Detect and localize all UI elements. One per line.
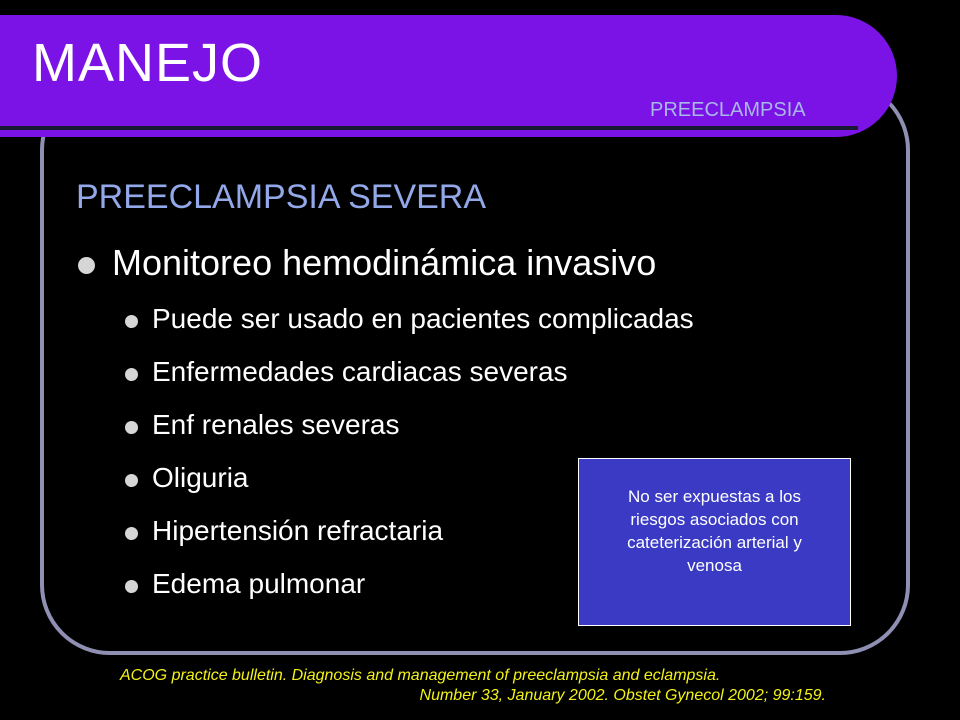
section-heading: PREECLAMPSIA SEVERA: [76, 178, 487, 216]
callout-box: [578, 458, 851, 626]
citation-line: ACOG practice bulletin. Diagnosis and management of preeclampsia and eclampsia.: [120, 667, 721, 684]
callout-line: venosa: [687, 556, 742, 575]
callout-line: No ser expuestas a los: [628, 487, 801, 506]
bullet-dot-icon: [125, 527, 138, 540]
bullet-dot-icon: [125, 474, 138, 487]
sub-bullet-text: Enfermedades cardiacas severas: [152, 356, 568, 387]
sub-bullet-text: Hipertensión refractaria: [152, 515, 444, 546]
sub-bullet-text: Enf renales severas: [152, 409, 400, 440]
sub-bullet-item: [125, 305, 885, 345]
bullet-dot-icon: [78, 257, 95, 274]
callout-line: cateterización arterial y: [627, 533, 802, 552]
sub-bullet-text: Edema pulmonar: [152, 568, 366, 599]
slide-title: MANEJO: [32, 33, 264, 93]
citation: [120, 666, 840, 706]
citation-line: Number 33, January 2002. Obstet Gynecol 2002; 99:159.: [419, 687, 826, 704]
bullet-dot-icon: [125, 368, 138, 381]
sub-bullet-item: [125, 358, 885, 398]
bullet-dot-icon: [125, 421, 138, 434]
bullet-dot-icon: [125, 580, 138, 593]
sub-bullet-text: Puede ser usado en pacientes complicadas: [152, 303, 694, 334]
bullet-level1-text: Monitoreo hemodinámica invasivo: [112, 242, 657, 283]
sub-bullet-text: Oliguria: [152, 462, 249, 493]
slide-subtitle: PREECLAMPSIA: [650, 99, 806, 121]
sub-bullet-item: [125, 411, 885, 451]
callout-line: riesgos asociados con: [630, 510, 799, 529]
banner-divider: [0, 126, 858, 130]
bullet-dot-icon: [125, 315, 138, 328]
